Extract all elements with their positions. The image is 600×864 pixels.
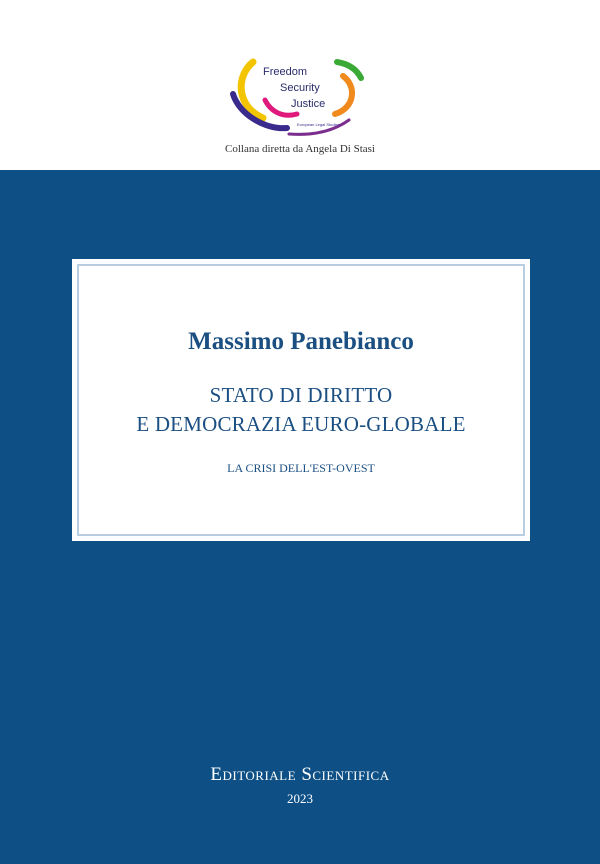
book-title-line-1: STATO DI DIRITTO (209, 383, 393, 407)
freedom-security-justice-logo (225, 52, 375, 142)
top-band (0, 0, 600, 170)
book-subtitle: LA CRISI DELL'EST-OVEST (227, 461, 375, 475)
publisher-name: Editoriale Scientifica (210, 764, 390, 785)
author-name: Massimo Panebianco (188, 328, 414, 355)
publication-year: 2023 (287, 791, 313, 806)
logo-text-justice: Justice (291, 98, 326, 110)
logo-swoosh-orange (335, 76, 352, 114)
logo-text-freedom: Freedom (263, 66, 308, 78)
series-credit: Collana diretta da Angela Di Stasi (225, 143, 375, 155)
logo-text-security: Security (280, 82, 320, 94)
book-title-line-2: E DEMOCRAZIA EURO-GLOBALE (136, 412, 466, 436)
title-frame (72, 259, 530, 541)
logo-tagline: European Legal Studies (297, 122, 340, 127)
